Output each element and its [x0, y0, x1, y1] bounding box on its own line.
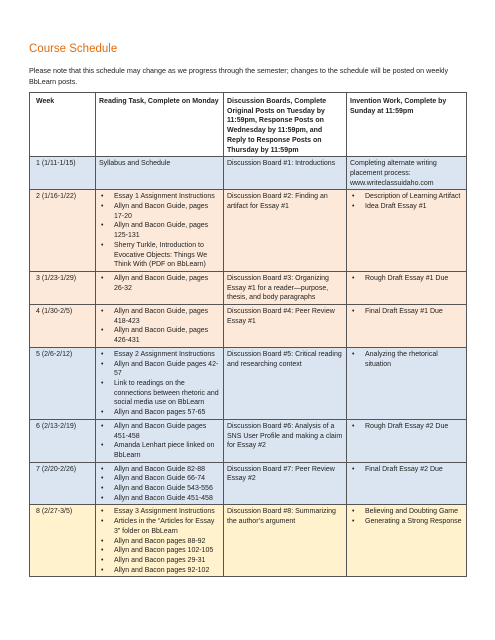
table-row	[30, 305, 467, 348]
reading-cell	[96, 462, 224, 505]
invention-cell	[347, 505, 467, 577]
discussion-cell: Discussion Board #6: Analysis of a SNS User Profile and making a claim for Essay #2	[224, 419, 347, 462]
table-row	[30, 347, 467, 419]
discussion-cell: Discussion Board #2: Finding an artifact for Essay #1	[224, 190, 347, 272]
list-item: • Allyn and Bacon Guide pages 451-458	[99, 422, 220, 441]
reading-cell	[96, 505, 224, 577]
header-reading: Reading Task, Complete on Monday	[96, 93, 224, 157]
reading-list	[99, 507, 220, 575]
list-item: • Link to readings on the connections between rhetoric and social media use on BbLearn	[99, 379, 220, 408]
invention-list	[350, 465, 463, 475]
table-row	[30, 190, 467, 272]
list-item: • Description of Learning Artifact	[350, 192, 463, 202]
list-item: • Final Draft Essay #1 Due	[350, 307, 463, 317]
reading-cell	[96, 347, 224, 419]
invention-cell: Completing alternate writing placement process: www.writeclassuidaho.com	[347, 157, 467, 190]
list-item: • Allyn and Bacon pages 88-92	[99, 537, 220, 547]
reading-cell: Syllabus and Schedule	[96, 157, 224, 190]
table-row	[30, 271, 467, 304]
list-item: • Allyn and Bacon Guide 66-74	[99, 474, 220, 484]
invention-cell	[347, 419, 467, 462]
list-item: • Rough Draft Essay #1 Due	[350, 274, 463, 284]
list-item: • Allyn and Bacon Guide, pages 17-20	[99, 202, 220, 221]
table-row	[30, 505, 467, 577]
list-item: • Allyn and Bacon pages 92-102	[99, 566, 220, 576]
list-item: • Sherry Turkle, Introduction to Evocative Objects: Things We Think With (PDF on BbLearn)	[99, 241, 220, 270]
list-item: • Rough Draft Essay #2 Due	[350, 422, 463, 432]
list-item: • Idea Draft Essay #1	[350, 202, 463, 212]
invention-list	[350, 422, 463, 432]
table-header-row	[30, 93, 467, 157]
week-cell: 8 (2/27-3/5)	[30, 505, 96, 577]
list-item: • Allyn and Bacon Guide 543-556	[99, 484, 220, 494]
reading-list	[99, 274, 220, 293]
reading-cell	[96, 271, 224, 304]
invention-list	[350, 350, 463, 369]
list-item: • Allyn and Bacon Guide 82-88	[99, 465, 220, 475]
header-invention: Invention Work, Complete by Sunday at 11:59pm	[347, 93, 467, 157]
invention-list	[350, 307, 463, 317]
discussion-cell: Discussion Board #5: Critical reading and researching context	[224, 347, 347, 419]
list-item: • Amanda Lenhart piece linked on BbLearn	[99, 441, 220, 460]
invention-list	[350, 507, 463, 526]
list-item: • Allyn and Bacon Guide, pages 418-423	[99, 307, 220, 326]
invention-cell	[347, 462, 467, 505]
list-item: • Believing and Doubting Game	[350, 507, 463, 517]
invention-list	[350, 274, 463, 284]
invention-cell	[347, 347, 467, 419]
list-item: • Essay 1 Assignment Instructions	[99, 192, 220, 202]
week-cell: 5 (2/6-2/12)	[30, 347, 96, 419]
table-row	[30, 157, 467, 190]
list-item: • Allyn and Bacon pages 102-105	[99, 546, 220, 556]
discussion-cell: Discussion Board #3: Organizing Essay #1 for a reader—purpose, thesis, and body paragraphs	[224, 271, 347, 304]
table-row	[30, 462, 467, 505]
page-title: Course Schedule	[29, 43, 118, 55]
invention-cell	[347, 190, 467, 272]
list-item: • Essay 3 Assignment Instructions	[99, 507, 220, 517]
reading-cell	[96, 419, 224, 462]
discussion-cell: Discussion Board #8: Summarizing the author’s argument	[224, 505, 347, 577]
list-item: • Allyn and Bacon pages 29-31	[99, 556, 220, 566]
reading-list	[99, 350, 220, 418]
reading-list	[99, 307, 220, 346]
discussion-cell: Discussion Board #1: Introductions	[224, 157, 347, 190]
list-item: • Allyn and Bacon Guide 451-458	[99, 494, 220, 504]
list-item: • Analyzing the rhetorical situation	[350, 350, 463, 369]
week-cell: 7 (2/20-2/26)	[30, 462, 96, 505]
discussion-cell: Discussion Board #4: Peer Review Essay #1	[224, 305, 347, 348]
header-discussion: Discussion Boards, Complete Original Posts on Tuesday by 11:59pm, Response Posts on Wednesday by 11:59pm, and Reply to Response Posts on Thursday by 11:59pm	[224, 93, 347, 157]
list-item: • Allyn and Bacon Guide, pages 125-131	[99, 221, 220, 240]
reading-list	[99, 192, 220, 270]
list-item: • Essay 2 Assignment Instructions	[99, 350, 220, 360]
invention-cell	[347, 305, 467, 348]
list-item: • Generating a Strong Response	[350, 517, 463, 527]
week-cell: 1 (1/11-1/15)	[30, 157, 96, 190]
invention-cell	[347, 271, 467, 304]
reading-cell	[96, 305, 224, 348]
schedule-table	[29, 92, 467, 577]
week-cell: 4 (1/30-2/5)	[30, 305, 96, 348]
reading-list	[99, 422, 220, 461]
list-item: • Allyn and Bacon pages 57-65	[99, 408, 220, 418]
reading-cell	[96, 190, 224, 272]
list-item: • Allyn and Bacon Guide, pages 26-32	[99, 274, 220, 293]
week-cell: 2 (1/16-1/22)	[30, 190, 96, 272]
list-item: • Allyn and Bacon Guide pages 42-57	[99, 360, 220, 379]
list-item: • Allyn and Bacon Guide, pages 426-431	[99, 326, 220, 345]
discussion-cell: Discussion Board #7: Peer Review Essay #2	[224, 462, 347, 505]
week-cell: 6 (2/13-2/19)	[30, 419, 96, 462]
list-item: • Final Draft Essay #2 Due	[350, 465, 463, 475]
schedule-note: Please note that this schedule may change as we progress through the semester; changes to the schedule will be posted on weekly BbLearn posts.	[29, 66, 449, 86]
table-row	[30, 419, 467, 462]
header-week: Week	[30, 93, 96, 157]
reading-list	[99, 465, 220, 504]
week-cell: 3 (1/23-1/29)	[30, 271, 96, 304]
list-item: • Articles in the “Articles for Essay 3” folder on BbLearn	[99, 517, 220, 536]
invention-list	[350, 192, 463, 211]
